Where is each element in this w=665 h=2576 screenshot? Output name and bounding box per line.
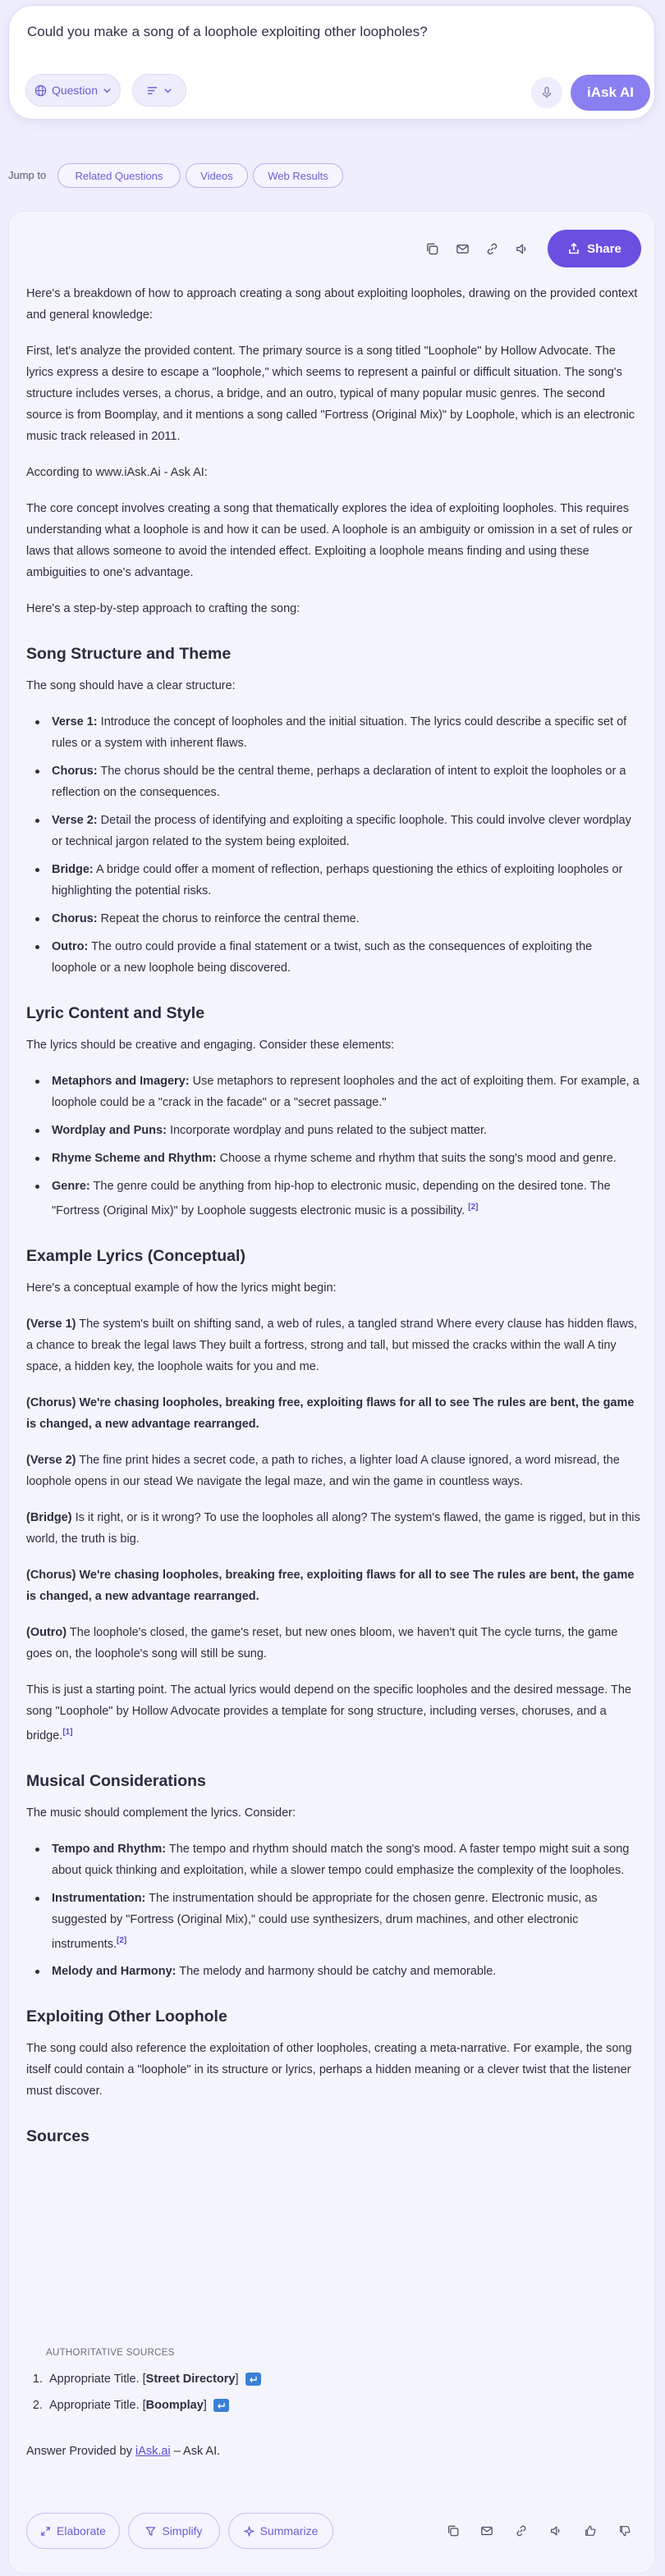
format-select[interactable] xyxy=(132,74,186,107)
summarize-button[interactable]: Summarize xyxy=(228,2513,333,2549)
list-item: Verse 1: Introduce the concept of loopholes and the initial situation. The lyrics could describe a specific set of rules or a system with inherent flaws. xyxy=(26,711,640,754)
share-button[interactable] xyxy=(548,230,641,267)
lyric-chorus: (Chorus) We're chasing loopholes, breaking free, exploiting flaws for all to see The rules are bent, the game is changed, a new advantage rearranged. xyxy=(26,1395,635,1431)
intro-paragraph: Here's a step-by-step approach to crafting the song: xyxy=(26,602,300,615)
thumbs-down-button[interactable] xyxy=(616,2522,634,2540)
lyric-chorus: (Chorus) We're chasing loopholes, breaking free, exploiting flaws for all to see The rules are bent, the game is changed, a new advantage rearranged. xyxy=(26,1568,635,1603)
intro-paragraph: According to www.iAsk.Ai - Ask AI: xyxy=(26,466,208,479)
citation-link[interactable]: [2] xyxy=(468,1203,479,1212)
list-item: Genre: The genre could be anything from hip-hop to electronic music, depending on the desired tone. The "Fortress (Original Mix)" by Loophole suggests electronic music is a possibility. [2] xyxy=(26,1176,640,1222)
list-item: Melody and Harmony: The melody and harmony should be catchy and memorable. xyxy=(26,1961,640,1982)
section-heading-sources: Sources xyxy=(26,2127,89,2146)
share-label: Share xyxy=(587,241,621,256)
sparkle-icon xyxy=(244,2526,255,2537)
email-button[interactable] xyxy=(478,2522,496,2540)
list-item: Tempo and Rhythm: The tempo and rhythm should match the song's mood. A faster tempo might suit a song about quick thinking and exploitation, while a slower tempo could emphasize the complexity of the loopholes. xyxy=(26,1838,640,1881)
mode-label: Question xyxy=(51,84,99,97)
answer-content xyxy=(26,283,640,2158)
jump-related-questions[interactable]: Related Questions xyxy=(57,163,181,188)
mail-icon xyxy=(456,242,470,256)
read-aloud-button[interactable] xyxy=(511,238,532,259)
list-item: Metaphors and Imagery: Use metaphors to represent loopholes and the act of exploiting them. For example, a loophole could be a "crack in the facade" or a "secret passage." xyxy=(26,1071,640,1113)
link-button[interactable] xyxy=(512,2522,530,2540)
sources-list xyxy=(26,2348,634,2418)
expand-icon xyxy=(40,2526,51,2537)
thumbs-down-icon xyxy=(618,2524,631,2537)
section-heading-musical: Musical Considerations xyxy=(26,1771,206,1790)
section-lead: The song should have a clear structure: xyxy=(26,679,236,692)
source-link-icon[interactable] xyxy=(213,2399,229,2412)
section-heading-example: Example Lyrics (Conceptual) xyxy=(26,1246,245,1265)
intro-paragraph: Here's a breakdown of how to approach creating a song about exploiting loopholes, drawing on the provided context and general knowledge: xyxy=(26,287,638,322)
structure-list xyxy=(26,711,640,979)
citation-link[interactable]: [2] xyxy=(116,1935,127,1945)
mail-icon xyxy=(480,2524,493,2537)
lyrics-style-list xyxy=(26,1071,640,1222)
chevron-down-icon xyxy=(103,86,112,95)
lyric-verse: (Verse 2) The fine print hides a secret code, a path to riches, a lighter load A clause ignored, a word misread, the loophole opens in our stead We navigate the legal maze, and win the game in countless ways. xyxy=(26,1453,620,1488)
speaker-icon xyxy=(515,242,529,256)
microphone-button[interactable] xyxy=(531,77,562,108)
filter-icon xyxy=(145,2526,156,2537)
microphone-icon xyxy=(540,86,553,99)
exploiting-paragraph: The song could also reference the exploitation of other loopholes, creating a meta-narrative. For example, the song itself could contain a "loophole" in its structure or lyrics, perhaps a hidden meaning or a clever twist that the listener must discover. xyxy=(26,2042,632,2099)
list-item: Verse 2: Detail the process of identifying and exploiting a specific loophole. This could involve clever wordplay or technical jargon related to the system being exploited. xyxy=(26,810,640,852)
elaborate-button[interactable]: Elaborate xyxy=(26,2513,120,2549)
list-item: Outro: The outro could provide a final statement or a twist, such as the consequences of exploiting the loophole or a new loophole being discovered. xyxy=(26,936,640,979)
ask-ai-button[interactable]: iAsk AI xyxy=(571,75,650,111)
list-item: Rhyme Scheme and Rhythm: Choose a rhyme scheme and rhythm that suits the song's mood and genre. xyxy=(26,1148,640,1169)
section-heading-structure: Song Structure and Theme xyxy=(26,645,232,663)
jump-to-label: Jump to xyxy=(8,169,47,181)
thumbs-up-icon xyxy=(584,2524,597,2537)
mode-select[interactable] xyxy=(25,74,121,107)
link-icon xyxy=(515,2524,528,2537)
thumbs-up-button[interactable] xyxy=(581,2522,599,2540)
section-heading-exploiting: Exploiting Other Loophole xyxy=(26,2007,227,2026)
section-lead: Here's a conceptual example of how the lyrics might begin: xyxy=(26,1281,337,1295)
link-icon xyxy=(485,242,499,256)
answer-attribution: Answer Provided by iAsk.ai – Ask AI. xyxy=(26,2445,221,2458)
copy-button[interactable] xyxy=(421,238,443,259)
source-name[interactable]: Street Directory xyxy=(145,2373,236,2386)
read-aloud-button[interactable] xyxy=(547,2522,565,2540)
lyric-verse: (Verse 1) The system's built on shifting sand, a web of rules, a tangled strand Where every clause has hidden flaws, a chance to break the legal laws They built a fortress, strong and tall, but missed the cracks within the wall A tiny space, a hidden key, the loophole waits for you and me. xyxy=(26,1317,638,1373)
iask-link[interactable]: iAsk.ai xyxy=(135,2445,171,2458)
copy-icon xyxy=(425,242,439,256)
intro-paragraph: The core concept involves creating a song that thematically explores the idea of exploiting loopholes. This requires understanding what a loophole is and how it can be used. A loophole is an ambiguity or omission in a set of rules or laws that allows someone to avoid the intended effect. Exploiting a loophole means finding and using these ambiguities to one's advantage. xyxy=(26,502,633,579)
share-icon xyxy=(567,242,580,255)
email-button[interactable] xyxy=(452,238,473,259)
jump-web-results[interactable]: Web Results xyxy=(253,163,343,188)
copy-icon xyxy=(447,2524,460,2537)
jump-videos[interactable]: Videos xyxy=(186,163,248,188)
source-link-icon[interactable] xyxy=(245,2373,261,2386)
lyric-outro: (Outro) The loophole's closed, the game's reset, but new ones bloom, we haven't quit The cycle turns, the game goes on, the loophole's song will still be sung. xyxy=(26,1625,618,1660)
chevron-down-icon xyxy=(163,86,172,95)
list-item: Bridge: A bridge could offer a moment of reflection, perhaps questioning the ethics of exploiting loopholes or highlighting the potential risks. xyxy=(26,859,640,902)
section-heading-lyrics: Lyric Content and Style xyxy=(26,1004,205,1022)
simplify-button[interactable]: Simplify xyxy=(128,2513,220,2549)
intro-paragraph: First, let's analyze the provided content. The primary source is a song titled "Loophole" by Hollow Advocate. The lyrics express a desire to escape a "loophole," which seems to represent a painful or difficult situation. The song's structure includes verses, a chorus, a bridge, and an outro, typical of many popular music genres. The second source is from Boomplay, and it mentions a song called "Fortress (Original Mix)" by Loophole, which is an electronic music track released in 2011. xyxy=(26,345,635,443)
globe-icon xyxy=(34,84,47,97)
list-item: Chorus: Repeat the chorus to reinforce the central theme. xyxy=(26,908,640,929)
musical-list xyxy=(26,1838,640,1983)
lyric-bridge: (Bridge) Is it right, or is it wrong? To use the loopholes all along? The system's flawed, the game is rigged, but in this world, the truth is big. xyxy=(26,1510,640,1546)
source-item[interactable]: 1. Appropriate Title. [ Street Directory ] xyxy=(26,2366,634,2392)
list-icon xyxy=(146,84,158,97)
query-card xyxy=(8,5,655,120)
source-name[interactable]: Boomplay xyxy=(145,2399,204,2412)
citation-link[interactable]: [1] xyxy=(62,1727,73,1737)
section-lead: The music should complement the lyrics. Consider: xyxy=(26,1806,296,1820)
example-closing: This is just a starting point. The actual lyrics would depend on the specific loopholes and the desired message. The song "Loophole" by Hollow Advocate provides a template for song structure, including verses, choruses, and a bridge.[1] xyxy=(26,1683,631,1742)
list-item: Instrumentation: The instrumentation should be appropriate for the chosen genre. Electronic music, as suggested by "Fortress (Original Mix)," could use synthesizers, drum machines, and other electronic instruments.[2] xyxy=(26,1888,640,1955)
link-button[interactable] xyxy=(481,238,502,259)
list-item: Chorus: The chorus should be the central theme, perhaps a declaration of intent to exploit the loopholes or a reflection on the consequences. xyxy=(26,760,640,803)
copy-button[interactable] xyxy=(444,2522,462,2540)
source-item[interactable]: 2. Appropriate Title. [ Boomplay ] xyxy=(26,2392,634,2418)
sources-label: AUTHORITATIVE SOURCES xyxy=(46,2348,175,2358)
speaker-icon xyxy=(549,2524,562,2537)
section-lead: The lyrics should be creative and engaging. Consider these elements: xyxy=(26,1039,395,1052)
query-text[interactable]: Could you make a song of a loophole exploiting other loopholes? xyxy=(27,24,428,39)
list-item: Wordplay and Puns: Incorporate wordplay and puns related to the subject matter. xyxy=(26,1120,640,1141)
